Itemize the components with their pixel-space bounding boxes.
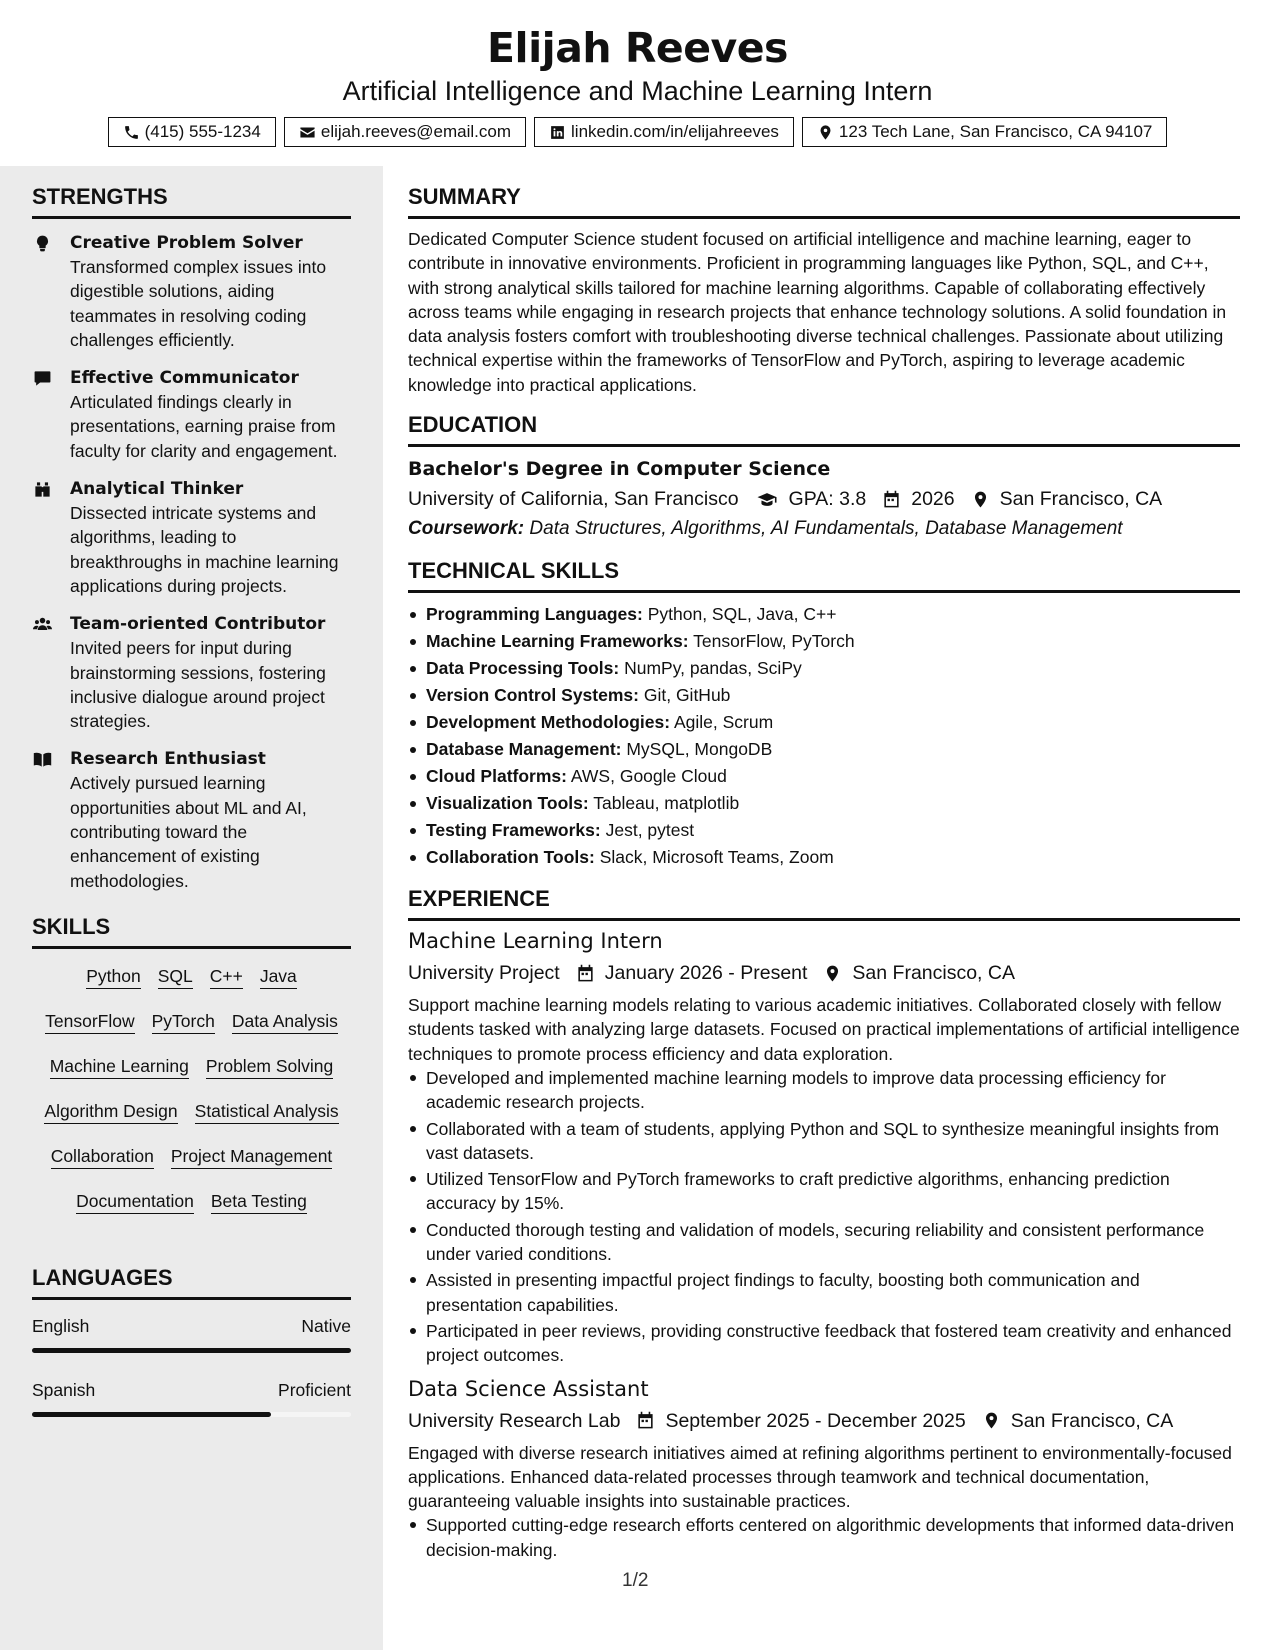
job-entry — [408, 926, 1240, 1367]
skills-list — [32, 965, 351, 1214]
list-item: Participated in peer reviews, providing constructive feedback that fostered team creativity and enhanced project outcomes. — [408, 1319, 1240, 1368]
language-item — [32, 1314, 351, 1353]
job-meta — [408, 958, 1240, 988]
list-item: Utilized TensorFlow and PyTorch frameworks to craft predictive algorithms, enhancing prediction accuracy by 15%. — [408, 1167, 1240, 1216]
strength-title: Creative Problem Solver — [70, 233, 303, 253]
contact-email-text: elijah.reeves@email.com — [320, 122, 512, 141]
job-location: San Francisco, CA — [852, 962, 1015, 985]
technical-skills-heading: TECHNICAL SKILLS — [408, 543, 1240, 593]
summary-heading: SUMMARY — [408, 166, 1240, 219]
job-title: Data Science Assistant — [408, 1376, 649, 1401]
phone-icon — [123, 124, 140, 141]
job-entry — [408, 1374, 1240, 1562]
education-heading: EDUCATION — [408, 397, 1240, 447]
contact-linkedin-text: linkedin.com/in/elijahreeves — [571, 122, 779, 141]
strength-desc: Transformed complex issues into digestible solutions, aiding teammates in resolving coding challenges efficiently. — [70, 257, 327, 350]
language-name: Spanish — [32, 1379, 96, 1400]
list-item: Conducted thorough testing and validation of models, securing reliability and consistent performance under varied conditions. — [408, 1218, 1240, 1267]
speech-bubble-icon — [32, 369, 53, 388]
job-bullets — [408, 1513, 1240, 1562]
linkedin-icon — [549, 124, 566, 141]
list-item: Testing Frameworks: Jest, pytest — [408, 817, 1240, 844]
contact-phone[interactable] — [108, 117, 276, 147]
contact-bar — [0, 117, 1275, 147]
contact-address — [802, 117, 1167, 147]
skills-heading: SKILLS — [32, 907, 351, 949]
lightbulb-icon — [32, 234, 53, 253]
language-name: English — [32, 1315, 90, 1336]
contact-phone-text: (415) 555-1234 — [144, 122, 261, 141]
list-item: Collaborated with a team of students, applying Python and SQL to synthesize meaningful insights from vast datasets. — [408, 1117, 1240, 1166]
job-title: Machine Learning Intern — [408, 929, 663, 954]
list-item: Collaboration Tools: Slack, Microsoft Teams, Zoom — [408, 844, 1240, 871]
education-degree: Bachelor's Degree in Computer Science — [408, 458, 831, 481]
page-number: 1/2 — [622, 1570, 649, 1591]
strength-item — [32, 612, 351, 733]
language-proficiency-bar — [32, 1348, 351, 1353]
experience-heading: EXPERIENCE — [408, 871, 1240, 921]
list-item: Database Management: MySQL, MongoDB — [408, 736, 1240, 763]
skill-tag: SQL — [158, 965, 193, 989]
list-item: Programming Languages: Python, SQL, Java, C++ — [408, 601, 1240, 628]
skill-tag: Data Analysis — [232, 1010, 338, 1034]
resume-header — [0, 20, 1275, 147]
job-description: Engaged with diverse research initiatives aimed at refining algorithms pertinent to environmentally-focused applications. Enhanced data-related processes through teamwork and technical documentation, guaranteeing valuable insights into sustainable practices. — [408, 1442, 1232, 1512]
calendar-icon — [882, 490, 901, 509]
list-item: Version Control Systems: Git, GitHub — [408, 682, 1240, 709]
strength-item — [32, 366, 351, 463]
contact-email[interactable] — [284, 117, 526, 147]
skill-tag: Python — [86, 965, 140, 989]
language-proficiency-bar — [32, 1412, 351, 1417]
strength-item — [32, 747, 351, 892]
strengths-heading: STRENGTHS — [32, 166, 351, 219]
strength-title: Analytical Thinker — [70, 479, 244, 500]
list-item: Machine Learning Frameworks: TensorFlow, PyTorch — [408, 628, 1240, 655]
binoculars-icon — [32, 480, 53, 499]
job-bullets — [408, 1066, 1240, 1368]
envelope-icon — [299, 124, 316, 141]
contact-address-text: 123 Tech Lane, San Francisco, CA 94107 — [838, 122, 1153, 141]
education-school: University of California, San Francisco — [408, 488, 739, 511]
coursework-list: Data Structures, Algorithms, AI Fundamentals, Database Management — [529, 518, 1123, 540]
language-proficiency-fill — [32, 1348, 351, 1353]
graduation-cap-icon — [755, 490, 779, 509]
strength-item — [32, 231, 351, 352]
languages-list — [32, 1314, 351, 1417]
skill-tag: TensorFlow — [45, 1010, 134, 1034]
list-item: Assisted in presenting impactful project findings to faculty, boosting both communication and presentation capabilities. — [408, 1268, 1240, 1317]
strength-desc: Actively pursued learning opportunities about ML and AI, contributing toward the enhancement of existing methodologies. — [70, 773, 307, 891]
list-item: Data Processing Tools: NumPy, pandas, SciPy — [408, 655, 1240, 682]
strength-title: Team-oriented Contributor — [70, 614, 326, 635]
job-dates: January 2026 - Present — [604, 962, 808, 985]
education-location: San Francisco, CA — [999, 488, 1163, 511]
education-meta — [408, 484, 1240, 514]
language-item — [32, 1378, 351, 1417]
skill-tag: PyTorch — [152, 1010, 215, 1034]
strengths-list — [32, 231, 351, 893]
list-item: Development Methodologies: Agile, Scrum — [408, 709, 1240, 736]
strength-item — [32, 477, 351, 598]
strength-desc: Invited peers for input during brainstorming sessions, fostering inclusive dialogue around project strategies. — [70, 638, 326, 732]
map-pin-icon — [817, 124, 834, 141]
strength-title: Research Enthusiast — [70, 749, 266, 770]
language-proficiency-fill — [32, 1412, 271, 1417]
skill-tag: Project Management — [171, 1145, 332, 1169]
job-meta — [408, 1406, 1240, 1436]
skill-tag: Documentation — [76, 1190, 194, 1214]
calendar-icon — [576, 964, 595, 983]
strength-desc: Articulated findings clearly in presentations, earning praise from faculty for clarity and engagement. — [70, 392, 338, 461]
skill-tag: Problem Solving — [206, 1055, 333, 1079]
list-item: Visualization Tools: Tableau, matplotlib — [408, 790, 1240, 817]
language-level: Native — [301, 1315, 351, 1336]
summary-text: Dedicated Computer Science student focused on artificial intelligence and machine learning, eager to contribute in innovative environments. Proficient in programming languages like Python, SQL, and C++, with strong analytical skills tailored for machine learning algorithms. Capable of collaborating effectively across teams while engaging in research projects that enhance technology solutions. A solid foundation in data analysis fosters comfort with troubleshooting diverse technical challenges. Passionate about utilizing technical expertise within the frameworks of TensorFlow and PyTorch, aspiring to leverage academic knowledge into practical applications. — [408, 229, 1227, 395]
map-pin-icon — [971, 490, 990, 509]
map-pin-icon — [823, 964, 842, 983]
language-level: Proficient — [278, 1379, 351, 1400]
languages-heading: LANGUAGES — [32, 1247, 351, 1300]
skill-tag: C++ — [210, 965, 243, 989]
job-org: University Research Lab — [408, 1409, 621, 1432]
contact-linkedin[interactable] — [534, 117, 794, 147]
map-pin-icon — [982, 1411, 1001, 1430]
skill-tag: Collaboration — [51, 1145, 154, 1169]
skill-tag: Machine Learning — [50, 1055, 189, 1079]
skill-tag: Beta Testing — [211, 1190, 307, 1214]
sidebar — [0, 166, 383, 1650]
candidate-name: Elijah Reeves — [487, 24, 788, 72]
users-icon — [32, 615, 53, 634]
skill-tag: Algorithm Design — [44, 1100, 177, 1124]
job-org: University Project — [408, 962, 560, 985]
calendar-icon — [636, 1411, 655, 1430]
skill-tag: Java — [260, 965, 297, 989]
technical-skills-list — [408, 601, 1240, 871]
main-column — [408, 166, 1240, 1564]
strength-title: Effective Communicator — [70, 368, 299, 389]
list-item: Cloud Platforms: AWS, Google Cloud — [408, 763, 1240, 790]
strength-desc: Dissected intricate systems and algorithms, leading to breakthroughs in machine learning applications during projects. — [70, 503, 339, 596]
education-year: 2026 — [911, 488, 955, 511]
education-coursework — [408, 515, 1240, 543]
candidate-role: Artificial Intelligence and Machine Learning Intern — [342, 76, 933, 106]
skill-tag: Statistical Analysis — [195, 1100, 339, 1124]
coursework-label: Coursework: — [408, 518, 525, 540]
list-item: Developed and implemented machine learning models to improve data processing efficiency for academic research projects. — [408, 1066, 1240, 1115]
job-location: San Francisco, CA — [1010, 1409, 1174, 1432]
job-description: Support machine learning models relating to various academic initiatives. Collaborated closely with fellow students tasked with analyzing large datasets. Focused on practical implementations of artificial intelligence techniques to promote process efficiency and data exploration. — [408, 995, 1240, 1064]
education-gpa: GPA: 3.8 — [788, 488, 867, 511]
list-item: Supported cutting-edge research efforts centered on algorithmic developments that informed data-driven decision-making. — [408, 1513, 1240, 1562]
job-dates: September 2025 - December 2025 — [665, 1409, 966, 1432]
open-book-icon — [32, 750, 53, 769]
